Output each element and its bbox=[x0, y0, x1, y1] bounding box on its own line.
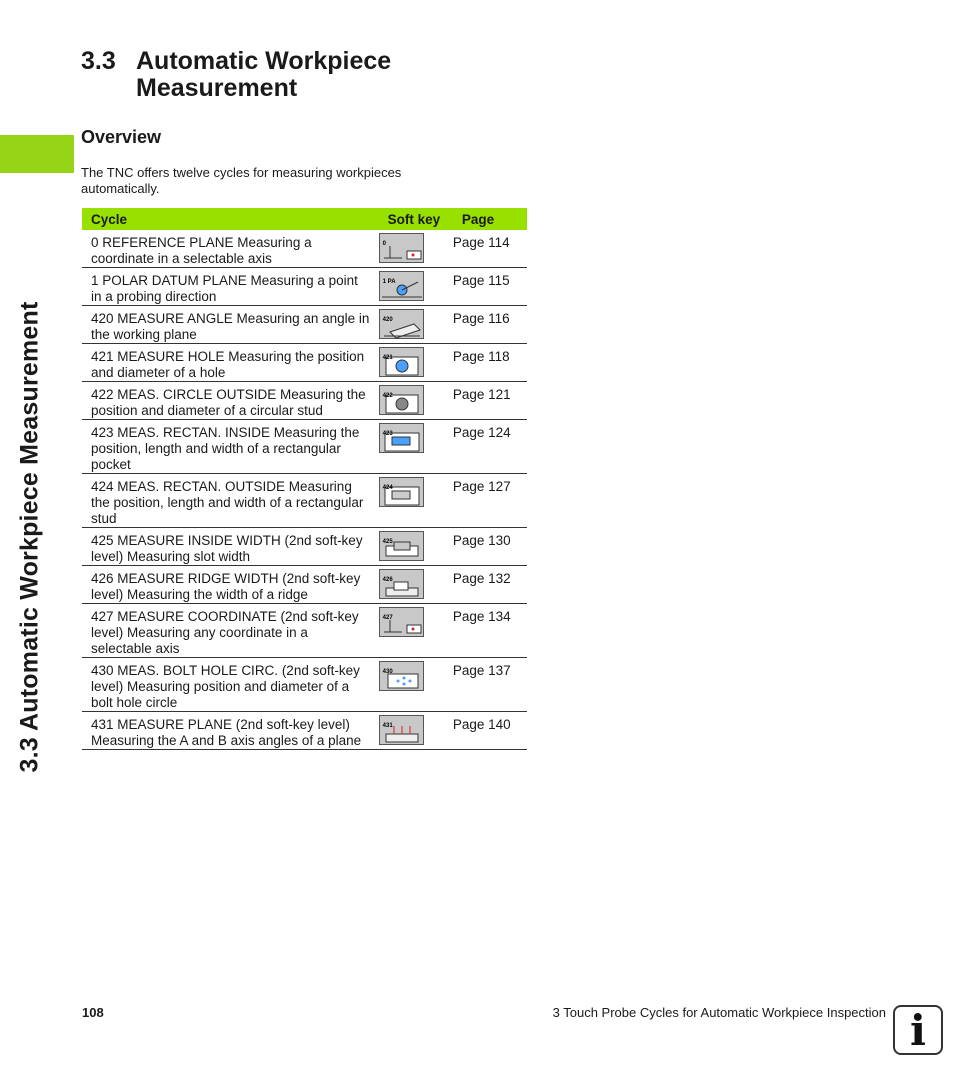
softkey-label: 431 bbox=[382, 723, 393, 729]
softkey-cell bbox=[379, 712, 453, 750]
cycle-description: 1 POLAR DATUM PLANE Measuring a point in a probing direction bbox=[82, 268, 379, 306]
cycle-description: 423 MEAS. RECTAN. INSIDE Measuring the position, length and width of a rectangular pocket bbox=[82, 420, 379, 474]
softkey-cell bbox=[379, 382, 453, 420]
page-reference: Page 116 bbox=[453, 306, 527, 344]
softkey-label: 430 bbox=[382, 669, 393, 675]
cycle-description: 427 MEASURE COORDINATE (2nd soft-key level) Measuring any coordinate in a selectable axis bbox=[82, 604, 379, 658]
page-reference: Page 114 bbox=[453, 230, 527, 268]
softkey-cell bbox=[379, 306, 453, 344]
softkey-button[interactable] bbox=[379, 661, 424, 691]
cycle-description: 424 MEAS. RECTAN. OUTSIDE Measuring the position, length and width of a rectangular stud bbox=[82, 474, 379, 528]
softkey-button[interactable] bbox=[379, 271, 424, 301]
softkey-label: 420 bbox=[382, 317, 393, 323]
section-number: 3.3 bbox=[81, 47, 116, 75]
cycle-description: 421 MEASURE HOLE Measuring the position and diameter of a hole bbox=[82, 344, 379, 382]
column-header-cycle: Cycle bbox=[82, 208, 379, 230]
softkey-label: 422 bbox=[382, 393, 393, 399]
table-header-row bbox=[82, 208, 527, 230]
cycle-description: 430 MEAS. BOLT HOLE CIRC. (2nd soft-key level) Measuring position and diameter of a bolt hole circle bbox=[82, 658, 379, 712]
info-icon: i bbox=[893, 1005, 943, 1055]
table-row bbox=[82, 344, 527, 382]
page-reference: Page 132 bbox=[453, 566, 527, 604]
softkey-button[interactable] bbox=[379, 531, 424, 561]
column-header-page: Page bbox=[453, 208, 527, 230]
page-reference: Page 115 bbox=[453, 268, 527, 306]
cycle-description: 431 MEASURE PLANE (2nd soft-key level) Measuring the A and B axis angles of a plane bbox=[82, 712, 379, 750]
table-row bbox=[82, 230, 527, 268]
softkey-button[interactable] bbox=[379, 385, 424, 415]
softkey-cell bbox=[379, 528, 453, 566]
cycle-description: 425 MEASURE INSIDE WIDTH (2nd soft-key level) Measuring slot width bbox=[82, 528, 379, 566]
softkey-button[interactable] bbox=[379, 607, 424, 637]
page-reference: Page 140 bbox=[453, 712, 527, 750]
cycles-table bbox=[82, 208, 527, 750]
softkey-cell bbox=[379, 420, 453, 474]
intro-paragraph: The TNC offers twelve cycles for measuring workpieces automatically. bbox=[81, 165, 402, 196]
table-row bbox=[82, 604, 527, 658]
chapter-title: 3 Touch Probe Cycles for Automatic Workpiece Inspection bbox=[552, 1005, 886, 1020]
cycle-description: 422 MEAS. CIRCLE OUTSIDE Measuring the position and diameter of a circular stud bbox=[82, 382, 379, 420]
softkey-label: 421 bbox=[382, 355, 393, 361]
section-title: Automatic Workpiece Measurement bbox=[136, 47, 392, 102]
cycle-description: 0 REFERENCE PLANE Measuring a coordinate in a selectable axis bbox=[82, 230, 379, 268]
table-row bbox=[82, 382, 527, 420]
softkey-button[interactable] bbox=[379, 309, 424, 339]
softkey-label: 424 bbox=[382, 485, 393, 491]
softkey-label: 423 bbox=[382, 431, 393, 437]
softkey-label: 425 bbox=[382, 539, 393, 545]
softkey-cell bbox=[379, 658, 453, 712]
table-row bbox=[82, 474, 527, 528]
subsection-heading: Overview bbox=[81, 127, 162, 147]
softkey-button[interactable] bbox=[379, 233, 424, 263]
reference-plane-icon bbox=[380, 234, 425, 264]
column-header-softkey: Soft key bbox=[379, 208, 453, 230]
softkey-cell bbox=[379, 566, 453, 604]
softkey-button[interactable] bbox=[379, 715, 424, 745]
cycle-description: 420 MEASURE ANGLE Measuring an angle in the working plane bbox=[82, 306, 379, 344]
softkey-button[interactable] bbox=[379, 569, 424, 599]
table-row bbox=[82, 420, 527, 474]
softkey-label: 1 PA bbox=[382, 279, 396, 285]
softkey-label: 0 bbox=[382, 241, 386, 247]
page-number: 108 bbox=[82, 1005, 104, 1020]
cycle-description: 426 MEASURE RIDGE WIDTH (2nd soft-key level) Measuring the width of a ridge bbox=[82, 566, 379, 604]
table-row bbox=[82, 566, 527, 604]
page-reference: Page 118 bbox=[453, 344, 527, 382]
page-reference: Page 130 bbox=[453, 528, 527, 566]
softkey-cell bbox=[379, 268, 453, 306]
softkey-cell bbox=[379, 604, 453, 658]
table-row bbox=[82, 528, 527, 566]
softkey-cell bbox=[379, 344, 453, 382]
softkey-button[interactable] bbox=[379, 423, 424, 453]
page-reference: Page 127 bbox=[453, 474, 527, 528]
table-row bbox=[82, 658, 527, 712]
softkey-label: 426 bbox=[382, 577, 393, 583]
page-reference: Page 137 bbox=[453, 658, 527, 712]
softkey-label: 427 bbox=[382, 615, 393, 621]
sidebar-accent-tab bbox=[0, 135, 74, 173]
page-reference: Page 124 bbox=[453, 420, 527, 474]
page-reference: Page 121 bbox=[453, 382, 527, 420]
softkey-button[interactable] bbox=[379, 347, 424, 377]
softkey-button[interactable] bbox=[379, 477, 424, 507]
table-row bbox=[82, 712, 527, 750]
softkey-cell bbox=[379, 474, 453, 528]
table-row bbox=[82, 268, 527, 306]
table-row bbox=[82, 306, 527, 344]
softkey-cell bbox=[379, 230, 453, 268]
page-reference: Page 134 bbox=[453, 604, 527, 658]
